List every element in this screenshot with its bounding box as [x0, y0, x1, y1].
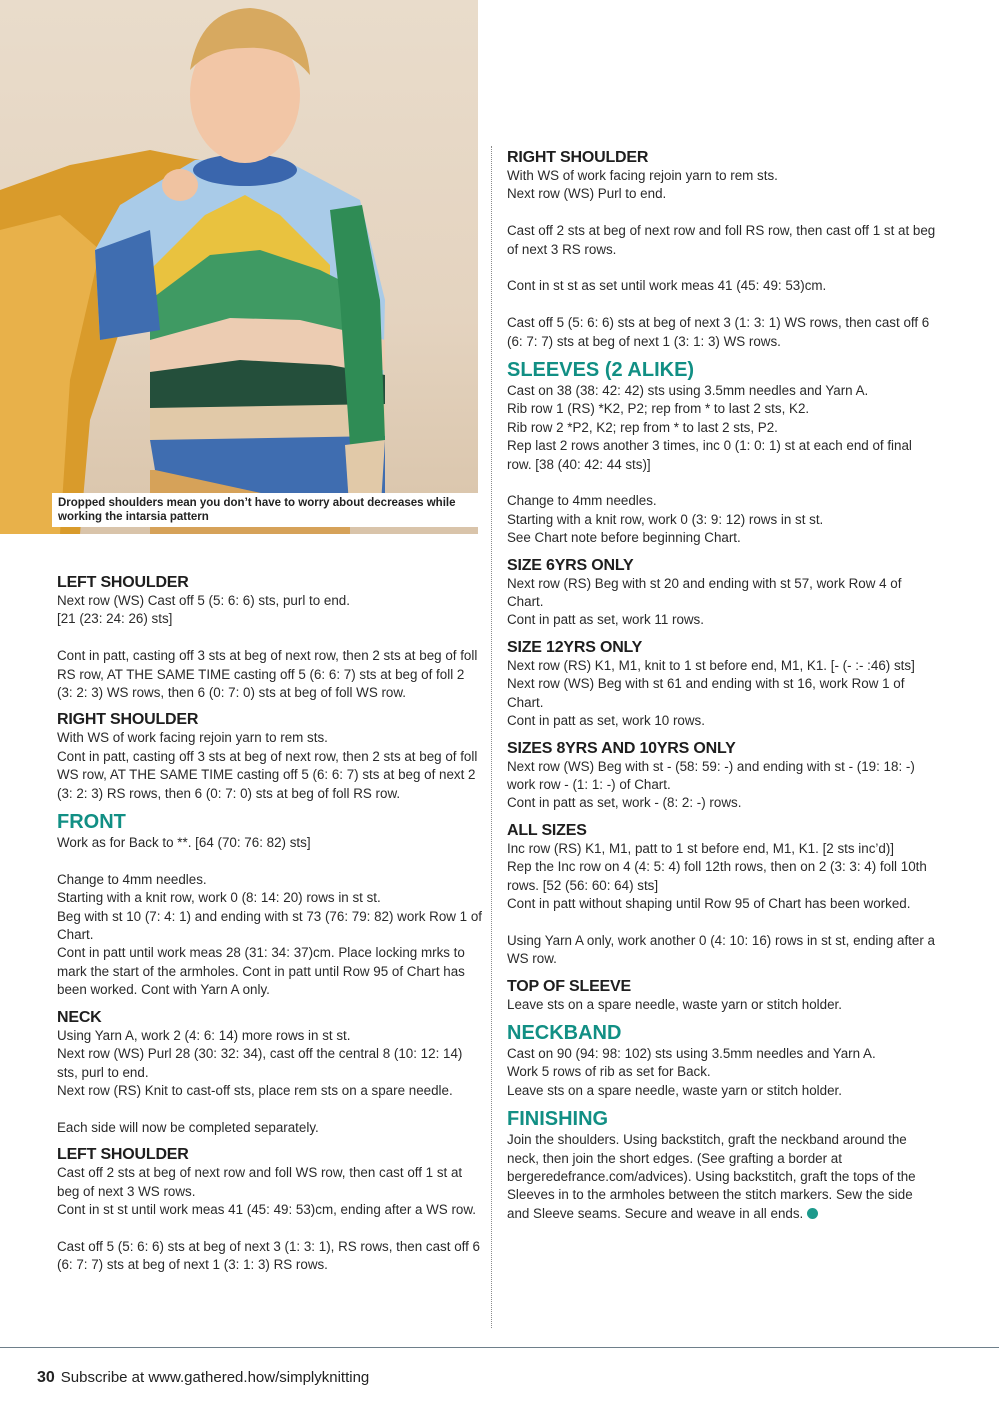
- instruction-text: Cont in patt, casting off 3 sts at beg of next row, then 2 sts at beg of foll WS row, AT THE SAME TIME casting off 5 (6: 6: 7) sts at beg of next 2 (3: 2: 3) RS rows, then 6 (0: 7: 0) sts at beg of foll RS row.: [57, 748, 478, 801]
- instruction-text: Next row (RS) Beg with st 20 and ending with st 57, work Row 4 of Chart.: [507, 575, 902, 610]
- section-heading-right-shoulder: RIGHT SHOULDER: [57, 711, 199, 729]
- instruction-text: Cast off 2 sts at beg of next row and foll RS row, then cast off 1 st at beg of next 3 RS rows.: [507, 223, 936, 257]
- instruction-text: Starting with a knit row, work 0 (3: 9: 12) rows in st st.: [507, 511, 824, 527]
- section-heading-sleeves: SLEEVES (2 ALIKE): [507, 359, 695, 382]
- instruction-text: Change to 4mm needles.: [57, 871, 207, 887]
- instruction-text: Leave sts on a spare needle, waste yarn or stitch holder.: [507, 996, 842, 1012]
- page-footer: [37, 1369, 369, 1387]
- photo-kids-sweater: [0, 0, 478, 534]
- instruction-text: [21 (23: 24: 26) sts]: [57, 611, 173, 627]
- instruction-text: Next row (RS) Knit to cast-off sts, place rem sts on a spare needle.: [57, 1082, 453, 1098]
- section-heading-all-sizes: ALL SIZES: [507, 821, 587, 839]
- photo-caption: Dropped shoulders mean you don’t have to worry about decreases while working the intarsia pattern: [52, 493, 478, 527]
- section-heading-right-shoulder-2: RIGHT SHOULDER: [507, 149, 649, 166]
- instruction-text: Rib row 2 *P2, K2; rep from * to last 2 sts, P2.: [507, 419, 778, 435]
- instruction-text: Work as for Back to **. [64 (70: 76: 82) sts]: [57, 835, 311, 851]
- page-number: 30: [37, 1369, 55, 1386]
- instruction-text: Cast off 2 sts at beg of next row and foll WS row, then cast off 1 st at beg of next 3 WS rows.: [57, 1165, 463, 1199]
- instruction-text: Using Yarn A, work 2 (4: 6: 14) more rows in st st.: [57, 1027, 351, 1043]
- section-heading-size-6yrs: SIZE 6YRS ONLY: [507, 556, 634, 574]
- photo-illustration: [0, 0, 478, 534]
- section-heading-top-of-sleeve: TOP OF SLEEVE: [507, 977, 631, 995]
- section-heading-left-shoulder: LEFT SHOULDER: [57, 574, 189, 591]
- instruction-text: Starting with a knit row, work 0 (8: 14: 20) rows in st st.: [57, 890, 381, 906]
- instruction-text: Leave sts on a spare needle, waste yarn or stitch holder.: [507, 1082, 842, 1098]
- instruction-text: Next row (WS) Purl 28 (30: 32: 34), cast off the central 8 (10: 12: 14) sts, purl to end.: [57, 1046, 463, 1080]
- instruction-text: Next row (WS) Beg with st 61 and ending with st 16, work Row 1 of Chart.: [507, 676, 905, 710]
- subscribe-link[interactable]: Subscribe at www.gathered.how/simplyknitting: [60, 1369, 370, 1386]
- yarn-ball-icon: [807, 1208, 818, 1219]
- instruction-text: Change to 4mm needles.: [507, 493, 657, 509]
- instruction-text: Cast off 5 (5: 6: 6) sts at beg of next 3 (1: 3: 1), RS rows, then cast off 6 (6: 7: 7) sts at beg of next 1 (3: 1: 3) RS rows.: [57, 1238, 481, 1273]
- instruction-text: Beg with st 10 (7: 4: 1) and ending with st 73 (76: 79: 82) work Row 1 of Chart.: [57, 908, 483, 943]
- section-heading-size-12yrs: SIZE 12YRS ONLY: [507, 638, 643, 656]
- instruction-text: Rep the Inc row on 4 (4: 5: 4) foll 12th rows, then on 2 (3: 3: 4) foll 10th rows. [52 (56: 60: 64) sts]: [507, 859, 927, 893]
- section-heading-front: FRONT: [57, 811, 126, 834]
- section-heading-finishing: FINISHING: [507, 1108, 609, 1131]
- footer-rule: [0, 1347, 999, 1348]
- instruction-text: Next row (WS) Purl to end.: [507, 186, 667, 202]
- instruction-text: Cont in patt as set, work - (8: 2: -) rows.: [507, 795, 742, 811]
- instruction-text: Cont in patt without shaping until Row 95 of Chart has been worked.: [507, 895, 911, 911]
- finishing-paragraph: [507, 1131, 937, 1223]
- instruction-text: Cont in st st until work meas 41 (45: 49: 53)cm, ending after a WS row.: [57, 1201, 477, 1217]
- column-divider: [491, 146, 492, 1328]
- instruction-text: Each side will now be completed separately.: [57, 1119, 319, 1135]
- instruction-text: Work 5 rows of rib as set for Back.: [507, 1064, 711, 1080]
- instruction-text: Next row (RS) K1, M1, knit to 1 st before end, M1, K1. [- (- :- :46) sts]: [507, 657, 915, 673]
- left-column: [57, 573, 482, 1275]
- section-heading-neck: NECK: [57, 1008, 102, 1026]
- section-heading-sizes-8-10yrs: SIZES 8YRS AND 10YRS ONLY: [507, 739, 736, 757]
- instruction-text: Cast on 38 (38: 42: 42) sts using 3.5mm needles and Yarn A.: [507, 383, 869, 399]
- section-heading-left-shoulder-2: LEFT SHOULDER: [57, 1146, 189, 1164]
- instruction-text: Using Yarn A only, work another 0 (4: 10: 16) rows in st st, ending after a WS row.: [507, 932, 935, 967]
- instruction-text: Cont in patt as set, work 11 rows.: [507, 612, 704, 628]
- instruction-text: With WS of work facing rejoin yarn to rem sts.: [57, 730, 328, 746]
- instruction-text: Cont in patt until work meas 28 (31: 34: 37)cm. Place locking mrks to mark the start of the armholes. Cont in patt until Row 95 of Chart has been worked. Cont with Yarn A only.: [57, 945, 465, 998]
- instruction-text: Cont in st st as set until work meas 41 (45: 49: 53)cm.: [507, 278, 827, 294]
- instruction-text: Cont in patt, casting off 3 sts at beg of next row, then 2 sts at beg of foll RS row, AT THE SAME TIME casting off 5 (6: 6: 7) sts at beg of foll 2 (3: 2: 3) WS rows, then 6 (0: 7: 0) sts at beg of foll WS row.: [57, 648, 478, 701]
- instruction-text: Cont in patt as set, work 10 rows.: [507, 713, 705, 729]
- instruction-text: Rep last 2 rows another 3 times, inc 0 (1: 0: 1) st at each end of final row. [38 (40: 42: 44 sts)]: [507, 438, 912, 472]
- right-column: [507, 148, 937, 1223]
- instruction-text: Inc row (RS) K1, M1, patt to 1 st before end, M1, K1. [2 sts inc’d)]: [507, 840, 895, 856]
- instruction-text: Rib row 1 (RS) *K2, P2; rep from * to last 2 sts, K2.: [507, 401, 810, 417]
- section-heading-neckband: NECKBAND: [507, 1021, 622, 1044]
- instruction-text: Next row (WS) Beg with st - (58: 59: -) and ending with st - (19: 18: -) work row - (1: 1: -) of Chart.: [507, 758, 915, 792]
- instruction-text: Cast on 90 (94: 98: 102) sts using 3.5mm needles and Yarn A.: [507, 1045, 876, 1061]
- instruction-text: Join the shoulders. Using backstitch, graft the neckband around the neck, then join the short edges. (See grafting a border at bergeredefrance.com/advices). Using backstitch, graft the tops of the Sleeves in to the armholes between the stitch markers. Sew the side and Sleeve seams. Secure and weave in all ends.: [507, 1132, 916, 1221]
- instruction-text: Next row (WS) Cast off 5 (5: 6: 6) sts, purl to end.: [57, 593, 350, 608]
- instruction-text: See Chart note before beginning Chart.: [507, 530, 741, 546]
- instruction-text: Cast off 5 (5: 6: 6) sts at beg of next 3 (1: 3: 1) WS rows, then cast off 6 (6: 7: 7) sts at beg of next 1 (3: 1: 3) WS rows.: [507, 315, 930, 349]
- instruction-text: With WS of work facing rejoin yarn to rem sts.: [507, 168, 778, 183]
